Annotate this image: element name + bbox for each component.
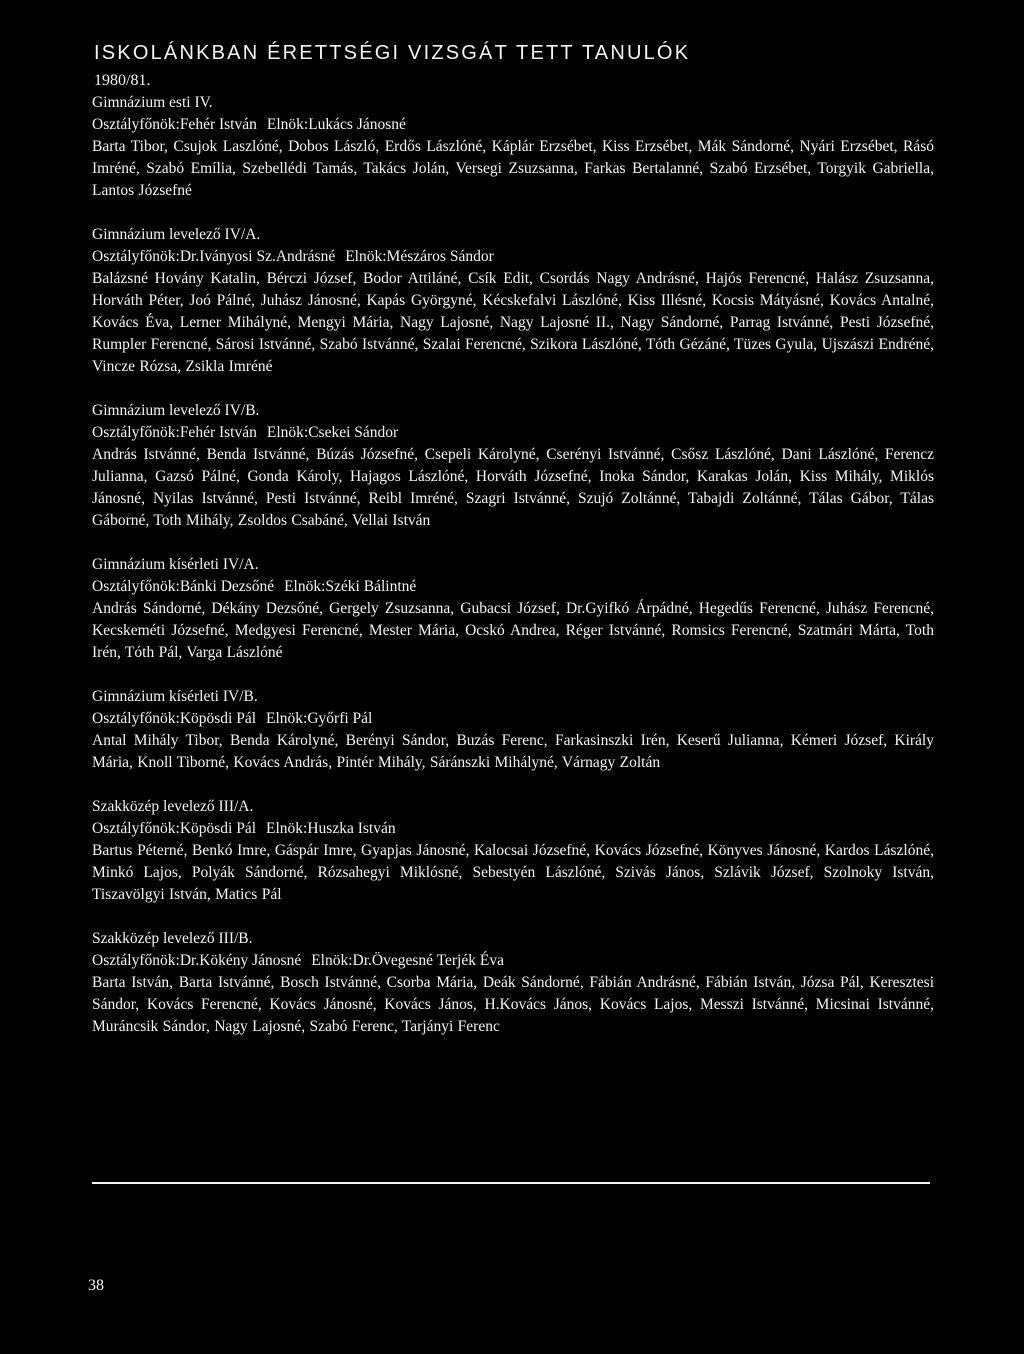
exam-chair: Elnök:Dr.Övegesné Terjék Éva <box>311 952 504 969</box>
form-teacher: Osztályfőnök:Köpösdi Pál <box>92 710 257 727</box>
student-names: Bartus Péterné, Benkó Imre, Gáspár Imre, Gyapjas Jánosné, Kalocsai Józsefné, Kovács Józsefné, Könyves Jánosné, Kardos Lászlóné, Minkó Lajos, Polyák Sándorné, Rózsahegyi Miklósné, Sebestyén Lászlóné, Szivás János, Szlávik József, Szolnoky István, Tiszavölgyi István, Matics Pál <box>92 842 934 903</box>
class-section <box>92 928 934 1038</box>
form-teacher: Osztályfőnök:Dr.Kökény Jánosné <box>92 952 302 969</box>
class-heading: Szakközép levelező III/A. <box>92 798 254 815</box>
class-section <box>92 686 934 774</box>
class-section <box>92 400 934 532</box>
page-title: ISKOLÁNKBAN ÉRETTSÉGI VIZSGÁT TETT TANULÓK <box>94 42 691 64</box>
class-heading: Gimnázium levelező IV/B. <box>92 402 260 419</box>
class-staff <box>92 246 934 268</box>
exam-chair: Elnök:Lukács Jánosné <box>266 116 406 133</box>
form-teacher: Osztályfőnök:Fehér István <box>92 116 257 133</box>
class-staff <box>92 576 934 598</box>
class-heading: Gimnázium kísérleti IV/A. <box>92 556 259 573</box>
exam-chair: Elnök:Huszka István <box>266 820 396 837</box>
form-teacher: Osztályfőnök:Bánki Dezsőné <box>92 578 275 595</box>
class-staff <box>92 114 934 136</box>
form-teacher: Osztályfőnök:Dr.Iványosi Sz.Andrásné <box>92 248 336 265</box>
class-staff <box>92 818 934 840</box>
student-names: Barta Tibor, Csujok Laszlóné, Dobos László, Erdős Lászlóné, Káplár Erzsébet, Kiss Erzsébet, Mák Sándorné, Nyári Erzsébet, Rásó Imréné, Szabó Emília, Szebellédi Tamás, Takács Jolán, Versegi Zsuzsanna, Farkas Bertalanné, Szabó Erzsébet, Torgyik Gabriella, Lantos Józsefné <box>92 138 934 199</box>
student-names: Barta István, Barta Istvánné, Bosch Istvánné, Csorba Mária, Deák Sándorné, Fábián Andrásné, Fábián István, Józsa Pál, Keresztesi Sándor, Kovács Ferencné, Kovács Jánosné, Kovács János, H.Kovács János, Kovács Lajos, Messzi Istvánné, Micsinai Istvánné, Muráncsik Sándor, Nagy Lajosné, Szabó Ferenc, Tarjányi Ferenc <box>92 974 934 1035</box>
exam-chair: Elnök:Győrfi Pál <box>266 710 373 727</box>
student-names: Balázsné Hovány Katalin, Bérczi József, Bodor Attiláné, Csík Edit, Csordás Nagy Andrásné, Hajós Ferencné, Halász Zsuzsanna, Horváth Péter, Joó Pálné, Juhász Jánosné, Kapás Györgyné, Kécskefalvi Lászlóné, Kiss Illésné, Kocsis Mátyásné, Kovács Antalné, Kovács Éva, Lerner Mihályné, Mengyi Mária, Nagy Lajosné, Nagy Lajosné II., Nagy Sándorné, Parrag Istvánné, Pesti Józsefné, Rumpler Ferencné, Sárosi Istvánné, Szabó Istvánné, Szalai Ferencné, Szikora Lászlóné, Tóth Gézáné, Tüzes Gyula, Ujszászi Endréné, Vincze Rózsa, Zsikla Imréné <box>92 270 934 375</box>
school-year: 1980/81. <box>94 72 151 89</box>
exam-chair: Elnök:Csekei Sándor <box>266 424 399 441</box>
student-names: András Sándorné, Dékány Dezsőné, Gergely Zsuzsanna, Gubacsi József, Dr.Gyifkó Árpádné, Hegedűs Ferencné, Juhász Ferencné, Kecskeméti Józsefné, Medgyesi Ferencné, Mester Mária, Ocskó Andrea, Réger Istvánné, Romsics Ferencné, Szatmári Márta, Toth Irén, Tóth Pál, Varga Lászlóné <box>92 600 934 661</box>
student-names: Antal Mihály Tibor, Benda Károlyné, Berényi Sándor, Buzás Ferenc, Farkasinszki Irén, Keserű Julianna, Kémeri József, Király Mária, Knoll Tiborné, Kovács András, Pintér Mihály, Sáránszki Mihályné, Várnagy Zoltán <box>92 732 934 771</box>
class-heading: Gimnázium levelező IV/A. <box>92 226 261 243</box>
class-heading: Gimnázium kísérleti IV/B. <box>92 688 258 705</box>
exam-chair: Elnök:Széki Bálintné <box>284 578 417 595</box>
class-staff <box>92 422 934 444</box>
form-teacher: Osztályfőnök:Köpösdi Pál <box>92 820 257 837</box>
class-staff <box>92 950 934 972</box>
form-teacher: Osztályfőnök:Fehér István <box>92 424 257 441</box>
student-names: András Istvánné, Benda Istvánné, Búzás Józsefné, Csepeli Károlyné, Cserényi Istvánné, Csősz Lászlóné, Dani Lászlóné, Ferencz Julianna, Gazsó Pálné, Gonda Károly, Hajagos Lászlóné, Horváth Józsefné, Inoka Sándor, Karakas Jolán, Kiss Mihály, Miklós Jánosné, Nyilas Istvánné, Pesti Istvánné, Reibl Imréné, Szagri Istvánné, Szujó Zoltánné, Tabajdi Zoltánné, Tálas Gábor, Tálas Gáborné, Toth Mihály, Zsoldos Csabáné, Vellai István <box>92 446 934 529</box>
class-section <box>92 224 934 378</box>
horizontal-rule <box>92 1182 930 1184</box>
class-heading: Szakközép levelező III/B. <box>92 930 253 947</box>
class-section <box>92 796 934 906</box>
class-heading: Gimnázium esti IV. <box>92 94 213 111</box>
exam-chair: Elnök:Mészáros Sándor <box>345 248 494 265</box>
page-number: 38 <box>88 1277 104 1294</box>
class-staff <box>92 708 934 730</box>
class-section <box>92 554 934 664</box>
document-page <box>92 40 934 1038</box>
class-section <box>92 92 934 202</box>
